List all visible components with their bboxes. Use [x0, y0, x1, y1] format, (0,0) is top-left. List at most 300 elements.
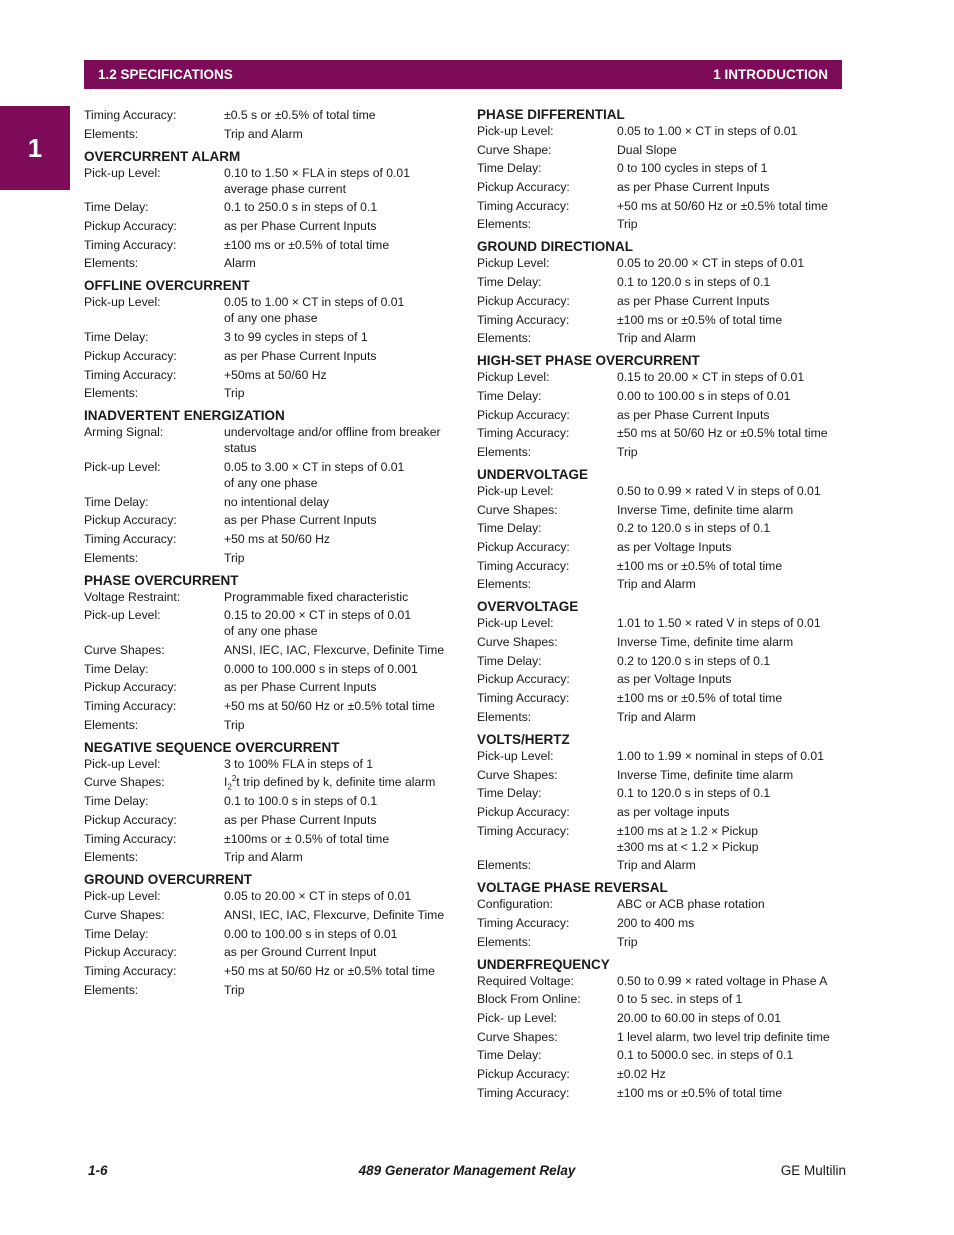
spec-value-line: as per Voltage Inputs	[617, 540, 732, 554]
spec-label: Pick-up Level:	[477, 616, 554, 631]
section-title-inadvertent-energization: INADVERTENT ENERGIZATION	[84, 408, 285, 424]
spec-value	[617, 1066, 849, 1082]
spec-row-curve-shapes	[477, 1029, 849, 1045]
formula-text: t trip defined by k, definite time alarm	[236, 775, 436, 790]
spec-value-line: Trip	[224, 982, 245, 997]
spec-value-line: 0.05 to 20.00 × CT in steps of 0.01	[224, 889, 412, 904]
header-chapter-label: 1 INTRODUCTION	[713, 67, 828, 82]
spec-value-line: of any one phase	[224, 311, 318, 326]
spec-value	[224, 589, 456, 605]
spec-value	[617, 388, 849, 404]
spec-row-time-delay	[84, 661, 456, 677]
spec-value	[224, 642, 456, 658]
spec-value	[617, 142, 849, 158]
spec-value	[224, 550, 456, 566]
spec-value-line: +50 ms at 50/60 Hz or ±0.5% total time	[224, 963, 435, 978]
spec-value-line: Trip	[224, 717, 245, 732]
spec-row-elements	[477, 330, 849, 346]
spec-value	[617, 857, 849, 873]
spec-value-line: as per Phase Current Inputs	[617, 293, 770, 308]
spec-value-line: ±300 ms at < 1.2 × Pickup	[617, 839, 759, 854]
spec-value	[224, 348, 456, 364]
spec-value-line: ANSI, IEC, IAC, Flexcurve, Definite Time	[224, 643, 445, 657]
spec-value-line: +50ms at 50/60 Hz	[224, 367, 327, 382]
section-title-offline-overcurrent: OFFLINE OVERCURRENT	[84, 278, 250, 294]
spec-value-line: 0.15 to 20.00 × CT in steps of 0.01	[617, 370, 805, 385]
spec-value	[224, 849, 456, 865]
spec-row-pickup-accuracy	[84, 512, 456, 528]
spec-label: Timing Accuracy:	[84, 963, 177, 978]
spec-value	[617, 1085, 849, 1101]
spec-label: Timing Accuracy:	[84, 367, 177, 382]
spec-label: Time Delay:	[84, 794, 149, 809]
footer-document-title: 489 Generator Management Relay	[358, 1162, 576, 1178]
header-section-label: 1.2 SPECIFICATIONS	[98, 67, 233, 82]
spec-label: Time Delay:	[477, 275, 542, 290]
spec-value	[617, 1010, 849, 1026]
spec-row-timing-accuracy	[477, 425, 849, 441]
spec-label: Elements:	[84, 982, 139, 997]
spec-row-timing-accuracy	[477, 558, 849, 574]
spec-value	[617, 483, 849, 499]
spec-value	[224, 107, 456, 123]
spec-label: Pickup Accuracy:	[477, 672, 570, 687]
spec-row-elements	[84, 126, 456, 142]
spec-value-line: Trip and Alarm	[224, 850, 303, 865]
spec-label: Time Delay:	[84, 330, 149, 345]
spec-row-elements	[477, 576, 849, 592]
spec-row-time-delay	[84, 199, 456, 215]
spec-value	[224, 793, 456, 809]
spec-value	[224, 907, 456, 923]
spec-value	[224, 237, 456, 253]
spec-value	[617, 690, 849, 706]
spec-row-pickup-accuracy	[477, 671, 849, 687]
spec-value	[224, 756, 456, 772]
spec-label: Time Delay:	[477, 388, 542, 403]
spec-row-pick-up-level	[84, 294, 456, 326]
spec-value-line: ±100 ms or ±0.5% of total time	[224, 237, 390, 252]
spec-row-elements	[477, 857, 849, 873]
spec-row-elements	[84, 255, 456, 271]
spec-value	[224, 199, 456, 215]
spec-label: Pick-up Level:	[84, 459, 161, 474]
page-footer	[88, 1161, 846, 1179]
section-title-overcurrent-alarm: OVERCURRENT ALARM	[84, 148, 241, 164]
footer-page-number: 1-6	[88, 1162, 108, 1178]
spec-value	[224, 367, 456, 383]
section-title-ground-overcurrent: GROUND OVERCURRENT	[84, 872, 253, 888]
spec-row-pickup-accuracy	[84, 218, 456, 234]
spec-label: Timing Accuracy:	[477, 198, 570, 213]
spec-row-curve-shapes	[84, 774, 456, 790]
spec-value-line: average phase current	[224, 181, 346, 196]
spec-value-line: ±50 ms at 50/60 Hz or ±0.5% total time	[617, 426, 828, 441]
spec-row-timing-accuracy	[477, 312, 849, 328]
right-spec-column	[477, 107, 849, 1103]
spec-value	[617, 804, 849, 820]
spec-value	[224, 218, 456, 234]
spec-label: Timing Accuracy:	[477, 915, 570, 930]
spec-value	[224, 888, 456, 904]
spec-value	[224, 531, 456, 547]
spec-label: Elements:	[84, 850, 139, 865]
spec-row-pickup-accuracy	[84, 812, 456, 828]
spec-label: Pickup Accuracy:	[84, 219, 177, 234]
spec-label: Curve Shapes:	[84, 643, 165, 657]
section-title-volts-hertz: VOLTS/HERTZ	[477, 731, 570, 747]
spec-value-line: undervoltage and/or offline from breaker	[224, 425, 441, 440]
spec-row-elements	[84, 717, 456, 733]
spec-value-line: 20.00 to 60.00 in steps of 0.01	[617, 1011, 781, 1025]
spec-value	[617, 312, 849, 328]
spec-value-line: as per Phase Current Inputs	[617, 180, 770, 195]
spec-row-timing-accuracy	[477, 823, 849, 855]
spec-value-line: Trip	[617, 934, 638, 949]
spec-row-timing-accuracy	[84, 963, 456, 979]
spec-value-line: 0.2 to 120.0 s in steps of 0.1	[617, 521, 771, 536]
spec-value-line: ±100 ms at ≥ 1.2 × Pickup	[617, 823, 759, 838]
spec-value	[617, 502, 849, 518]
spec-value-line: 0.15 to 20.00 × CT in steps of 0.01	[224, 608, 412, 623]
spec-value-line: as per Phase Current Inputs	[224, 680, 377, 695]
spec-value	[224, 963, 456, 979]
spec-label: Elements:	[477, 444, 532, 459]
spec-label: Timing Accuracy:	[84, 831, 177, 846]
spec-label: Time Delay:	[84, 661, 149, 676]
spec-row-pick-up-level	[84, 165, 456, 197]
spec-value-line: Inverse Time, definite time alarm	[617, 635, 794, 650]
spec-label: Pickup Accuracy:	[477, 540, 570, 554]
spec-value	[224, 294, 456, 326]
formula-superscript: 2	[231, 774, 237, 784]
spec-value-line: Trip	[617, 217, 638, 232]
spec-row-arming-signal	[84, 424, 456, 456]
spec-label: Pickup Level:	[477, 370, 550, 385]
spec-row-pickup-accuracy	[477, 179, 849, 195]
spec-row-pickup-level	[477, 255, 849, 271]
spec-value	[617, 330, 849, 346]
spec-value-line: status	[224, 441, 257, 456]
spec-value	[617, 123, 849, 139]
spec-label: Pickup Accuracy:	[84, 812, 177, 827]
section-title-high-set-phase-overcurrent: HIGH-SET PHASE OVERCURRENT	[477, 353, 700, 369]
spec-value	[224, 512, 456, 528]
spec-value-line: 1.01 to 1.50 × rated V in steps of 0.01	[617, 616, 821, 631]
spec-value-line: as per Phase Current Inputs	[224, 219, 377, 234]
spec-value-line: as per Phase Current Inputs	[224, 812, 377, 827]
spec-value	[617, 444, 849, 460]
spec-label: Elements:	[84, 717, 139, 732]
spec-value-line: 0.1 to 5000.0 sec. in steps of 0.1	[617, 1048, 794, 1063]
formula-base: I	[224, 775, 228, 790]
spec-row-pickup-accuracy	[477, 293, 849, 309]
spec-value	[617, 709, 849, 725]
spec-label: Pick-up Level:	[477, 124, 554, 138]
spec-row-timing-accuracy	[477, 915, 849, 931]
spec-row-pickup-accuracy	[84, 348, 456, 364]
spec-row-elements	[84, 849, 456, 865]
spec-label: Time Delay:	[477, 521, 542, 536]
spec-row-curve-shape	[477, 142, 849, 158]
spec-value-line: as per voltage inputs	[617, 804, 730, 819]
spec-row-pick-up-level	[477, 483, 849, 499]
spec-value	[224, 424, 456, 456]
spec-label: Elements:	[84, 256, 139, 271]
spec-label: Elements:	[84, 386, 139, 401]
spec-value-line: 3 to 100% FLA in steps of 1	[224, 756, 374, 771]
spec-value-line: ±100 ms or ±0.5% of total time	[617, 312, 783, 327]
formula-subscript: 2	[227, 782, 232, 792]
spec-value-line: ±100 ms or ±0.5% of total time	[617, 691, 783, 706]
spec-label: Pickup Accuracy:	[477, 180, 570, 195]
spec-row-elements	[84, 982, 456, 998]
spec-value-line: 200 to 400 ms	[617, 915, 695, 930]
spec-value	[617, 934, 849, 950]
spec-value	[617, 748, 849, 764]
spec-label: Pickup Accuracy:	[477, 804, 570, 819]
spec-label: Timing Accuracy:	[477, 426, 570, 441]
spec-value	[617, 293, 849, 309]
spec-value-line: of any one phase	[224, 624, 318, 639]
section-title-undervoltage: UNDERVOLTAGE	[477, 466, 589, 482]
spec-label: Elements:	[477, 217, 532, 232]
spec-value-line: ANSI, IEC, IAC, Flexcurve, Definite Time	[224, 907, 445, 922]
spec-value-line: 0.50 to 0.99 × rated V in steps of 0.01	[617, 483, 821, 498]
spec-value	[617, 973, 849, 989]
spec-value	[224, 774, 456, 790]
spec-label: Pick-up Level:	[84, 756, 161, 771]
spec-value-line: 0.00 to 100.00 s in steps of 0.01	[224, 926, 398, 941]
spec-label: Pick-up Level:	[477, 483, 554, 498]
spec-row-required-voltage	[477, 973, 849, 989]
spec-row-time-delay	[477, 785, 849, 801]
spec-value	[224, 831, 456, 847]
spec-value-line: 0 to 5 sec. in steps of 1	[617, 992, 743, 1007]
spec-row-timing-accuracy	[477, 690, 849, 706]
spec-value	[224, 607, 456, 639]
spec-label: Curve Shapes:	[477, 1029, 558, 1044]
spec-row-time-delay	[477, 274, 849, 290]
spec-row-pick-up-level	[84, 888, 456, 904]
spec-value	[224, 717, 456, 733]
spec-label: Pickup Level:	[477, 256, 550, 271]
spec-label: Timing Accuracy:	[84, 108, 177, 122]
spec-label: Elements:	[477, 331, 532, 346]
spec-label: Timing Accuracy:	[84, 531, 177, 546]
spec-value	[617, 576, 849, 592]
spec-value-line: as per Voltage Inputs	[617, 672, 732, 687]
spec-label: Pickup Accuracy:	[84, 513, 177, 528]
spec-value	[224, 926, 456, 942]
spec-row-time-delay	[477, 160, 849, 176]
spec-value-line: Alarm	[224, 256, 256, 271]
spec-value	[617, 634, 849, 650]
spec-row-timing-accuracy	[84, 107, 456, 123]
spec-row-time-delay	[477, 653, 849, 669]
spec-value-line: no intentional delay	[224, 494, 330, 509]
spec-value-line: Inverse Time, definite time alarm	[617, 767, 794, 782]
spec-value-line: 3 to 99 cycles in steps of 1	[224, 330, 368, 345]
spec-value	[617, 407, 849, 423]
spec-label: Pickup Accuracy:	[84, 680, 177, 695]
spec-value-line: 0.1 to 120.0 s in steps of 0.1	[617, 786, 771, 801]
spec-row-pick-up-level	[477, 123, 849, 139]
spec-value	[224, 698, 456, 714]
spec-label: Time Delay:	[84, 926, 149, 941]
spec-row-pickup-accuracy	[477, 407, 849, 423]
spec-label: Pick-up Level:	[84, 165, 161, 180]
spec-value-line: Trip	[224, 550, 245, 565]
section-title-underfrequency: UNDERFREQUENCY	[477, 956, 610, 972]
spec-label: Timing Accuracy:	[84, 237, 177, 252]
spec-row-pick-up-level	[477, 748, 849, 764]
spec-value	[617, 896, 849, 912]
spec-value	[617, 785, 849, 801]
spec-row-block-from-online	[477, 991, 849, 1007]
spec-value	[617, 653, 849, 669]
spec-row-curve-shapes	[84, 642, 456, 658]
section-title-ground-directional: GROUND DIRECTIONAL	[477, 239, 633, 255]
spec-value	[224, 255, 456, 271]
spec-value	[224, 494, 456, 510]
spec-value	[224, 661, 456, 677]
spec-value-line: 0.05 to 1.00 × CT in steps of 0.01	[224, 295, 405, 310]
chapter-number: 1	[27, 132, 43, 163]
spec-value	[617, 520, 849, 536]
spec-value-line: 0.2 to 120.0 s in steps of 0.1	[617, 653, 771, 668]
spec-label: Voltage Restraint:	[84, 589, 181, 604]
spec-value	[617, 179, 849, 195]
spec-row-curve-shapes	[477, 502, 849, 518]
spec-label: Curve Shapes:	[477, 767, 558, 782]
spec-value-line: +50 ms at 50/60 Hz or ±0.5% total time	[617, 198, 828, 213]
spec-row-time-delay	[84, 926, 456, 942]
spec-value-line: Trip and Alarm	[617, 858, 696, 873]
spec-row-timing-accuracy	[84, 237, 456, 253]
spec-row-curve-shapes	[84, 907, 456, 923]
spec-row-elements	[84, 550, 456, 566]
spec-label: Pick-up Level:	[477, 748, 554, 763]
spec-label: Block From Online:	[477, 992, 581, 1007]
spec-label: Elements:	[477, 577, 532, 592]
spec-value	[224, 165, 456, 197]
spec-value	[617, 767, 849, 783]
spec-value-line: as per Phase Current Inputs	[224, 513, 377, 528]
spec-label: Curve Shapes:	[84, 907, 165, 922]
spec-value-line: ABC or ACB phase rotation	[617, 897, 765, 912]
spec-row-pickup-level	[477, 369, 849, 385]
spec-label: Pickup Accuracy:	[477, 293, 570, 308]
spec-row-elements	[477, 216, 849, 232]
spec-value-line: 0.1 to 120.0 s in steps of 0.1	[617, 275, 771, 290]
spec-label: Timing Accuracy:	[84, 699, 177, 714]
spec-value-line: as per Ground Current Input	[224, 945, 377, 960]
spec-row-pick-up-level	[84, 459, 456, 491]
spec-value-line: as per Phase Current Inputs	[617, 407, 770, 422]
spec-value	[224, 812, 456, 828]
spec-value-line: Trip and Alarm	[617, 331, 696, 346]
spec-row-timing-accuracy	[84, 698, 456, 714]
spec-value	[224, 459, 456, 491]
spec-row-elements	[84, 385, 456, 401]
spec-value-line: as per Phase Current Inputs	[224, 348, 377, 363]
spec-value-line: ±0.5 s or ±0.5% of total time	[224, 108, 376, 122]
spec-value-line: 0.10 to 1.50 × FLA in steps of 0.01	[224, 165, 410, 180]
spec-value-line: ±100 ms or ±0.5% of total time	[617, 558, 783, 573]
spec-row-pick-up-level	[84, 607, 456, 639]
spec-value-line: 0.05 to 20.00 × CT in steps of 0.01	[617, 256, 805, 271]
spec-value	[224, 126, 456, 142]
spec-label: Timing Accuracy:	[477, 558, 570, 573]
spec-row-time-delay	[84, 329, 456, 345]
spec-row-pick-up-level	[84, 756, 456, 772]
spec-row-voltage-restraint	[84, 589, 456, 605]
spec-label: Time Delay:	[84, 200, 149, 215]
spec-label: Time Delay:	[477, 161, 542, 176]
spec-value	[617, 558, 849, 574]
spec-value-line: Trip and Alarm	[617, 577, 696, 592]
spec-row-pickup-accuracy	[84, 679, 456, 695]
spec-row-timing-accuracy	[84, 367, 456, 383]
spec-value	[224, 679, 456, 695]
left-spec-column	[84, 107, 456, 1000]
spec-value	[224, 944, 456, 960]
section-title-phase-overcurrent: PHASE OVERCURRENT	[84, 572, 239, 588]
spec-row-pickup-accuracy	[477, 804, 849, 820]
spec-value-line: 0.05 to 1.00 × CT in steps of 0.01	[617, 124, 798, 138]
spec-value-line: 0.000 to 100.000 s in steps of 0.001	[224, 661, 418, 676]
section-title-phase-differential: PHASE DIFFERENTIAL	[477, 107, 625, 122]
spec-value-line: Inverse Time, definite time alarm	[617, 502, 794, 517]
spec-label: Elements:	[477, 858, 532, 873]
spec-value-line: 0.1 to 100.0 s in steps of 0.1	[224, 794, 378, 809]
spec-value	[617, 539, 849, 555]
spec-row-pickup-accuracy	[84, 944, 456, 960]
spec-value-line: +50 ms at 50/60 Hz	[224, 531, 331, 546]
spec-value-line: 0.50 to 0.99 × rated voltage in Phase A	[617, 973, 828, 988]
spec-value-line: ±100 ms or ±0.5% of total time	[617, 1085, 783, 1100]
spec-row-timing-accuracy	[84, 831, 456, 847]
spec-value-line: Trip and Alarm	[617, 709, 696, 724]
spec-row-configuration	[477, 896, 849, 912]
footer-company: GE Multilin	[780, 1162, 846, 1178]
spec-label: Time Delay:	[84, 494, 149, 509]
spec-row-time-delay	[84, 494, 456, 510]
spec-value	[617, 1029, 849, 1045]
spec-value-line: 0 to 100 cycles in steps of 1	[617, 161, 768, 176]
spec-value	[617, 823, 849, 855]
neg-seq-curve-formula	[224, 774, 456, 790]
spec-label: Elements:	[84, 550, 139, 565]
spec-label: Time Delay:	[477, 653, 542, 668]
section-title-voltage-phase-reversal: VOLTAGE PHASE REVERSAL	[477, 880, 668, 896]
spec-label: Elements:	[477, 709, 532, 724]
spec-label: Pick- up Level:	[477, 1011, 557, 1025]
spec-row-curve-shapes	[477, 634, 849, 650]
spec-value-line: Trip	[224, 386, 245, 401]
spec-label: Elements:	[84, 126, 139, 141]
spec-value-line: 0.00 to 100.00 s in steps of 0.01	[617, 388, 791, 403]
spec-label: Curve Shapes:	[84, 775, 165, 790]
spec-label: Time Delay:	[477, 786, 542, 801]
spec-value-line: of any one phase	[224, 475, 318, 490]
spec-label: Curve Shape:	[477, 142, 552, 157]
spec-label: Timing Accuracy:	[477, 312, 570, 327]
spec-row-time-delay	[477, 388, 849, 404]
spec-row-elements	[477, 709, 849, 725]
spec-label: Pickup Accuracy:	[477, 407, 570, 422]
